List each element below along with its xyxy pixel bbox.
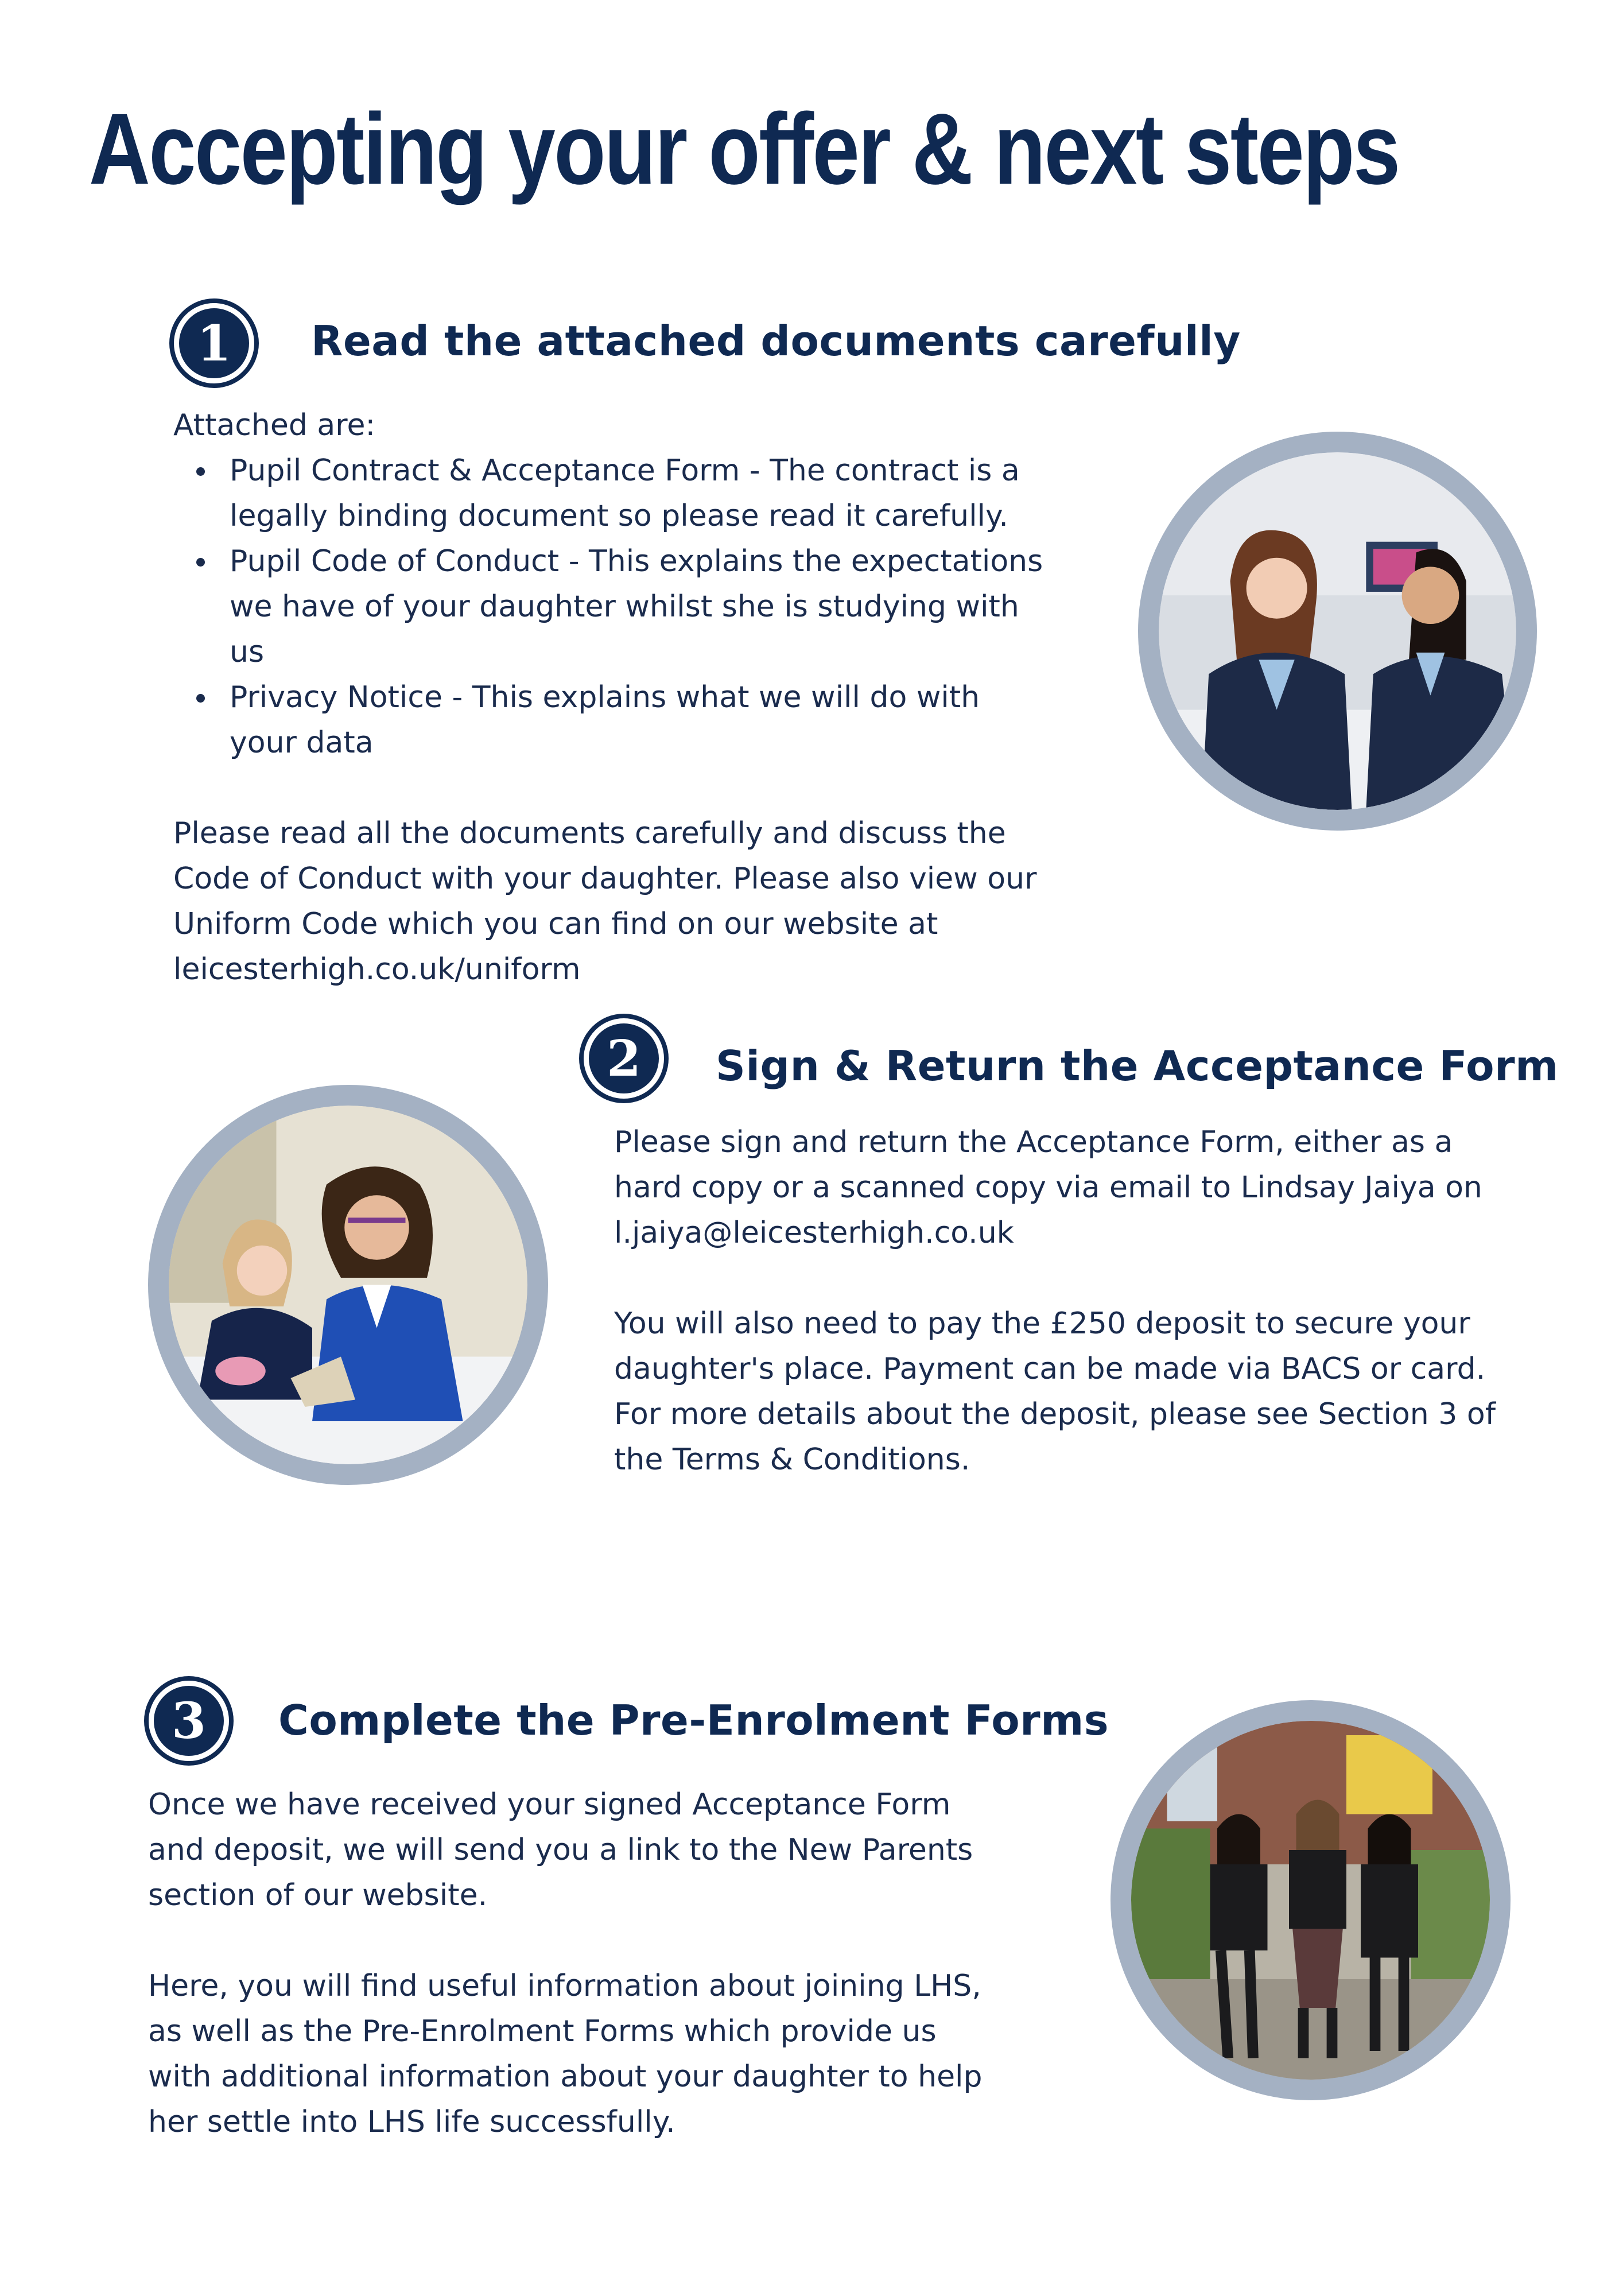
step-3-paragraph-1: Once we have received your signed Acceptance Form and deposit, we will send you a link to the New Parents section of our website.	[148, 1787, 973, 1913]
step-1-number-badge	[174, 303, 254, 383]
step-1-paragraph: Please read all the documents carefully and discuss the Code of Conduct with your daughter. Please also view our Uniform Code which you can find on our website at leicesterhigh.co.uk/uniform	[173, 816, 1037, 987]
attached-documents-list	[173, 448, 1056, 766]
classroom-photo-image	[1159, 452, 1516, 810]
senior-students-walking-photo	[1111, 1700, 1511, 2100]
step-3-number: 3	[172, 1692, 206, 1750]
step-1-body	[173, 403, 1092, 992]
step-2-number: 2	[607, 1029, 641, 1088]
step-3-body	[148, 1782, 997, 2145]
page-title: Accepting your offer & next steps	[89, 93, 1399, 205]
junior-pupils-photo-image	[169, 1106, 527, 1464]
step-1-intro: Attached are:	[173, 408, 375, 443]
step-2-paragraph-1: Please sign and return the Acceptance Form, either as a hard copy or a scanned copy via email to Lindsay Jaiya on l.jaiya@leicesterhigh.co.uk	[614, 1125, 1482, 1250]
step-2-title: Sign & Return the Acceptance Form	[716, 1042, 1559, 1090]
senior-students-photo-image	[1131, 1721, 1490, 2080]
students-classroom-photo	[1138, 432, 1537, 831]
document-item-privacy-notice: Privacy Notice - This explains what we will do with your data	[230, 675, 1056, 766]
step-1-title: Read the attached documents carefully	[311, 317, 1241, 365]
step-3-title: Complete the Pre-Enrolment Forms	[278, 1696, 1109, 1744]
step-3-number-badge	[149, 1681, 229, 1761]
step-1-number: 1	[197, 314, 231, 373]
step-3-paragraph-2: Here, you will find useful information about joining LHS, as well as the Pre-Enrolment Forms which provide us with additional information about your daughter to help her settle into LHS life successfully.	[148, 1969, 983, 2139]
junior-pupils-photo	[148, 1085, 548, 1485]
document-item-contract: Pupil Contract & Acceptance Form - The contract is a legally binding document so please read it carefully.	[230, 448, 1056, 539]
step-2-paragraph-2: You will also need to pay the £250 deposit to secure your daughter's place. Payment can be made via BACS or card. For more details about the deposit, please see Section 3 of the Terms & Conditions.	[614, 1306, 1496, 1477]
step-2-body	[614, 1120, 1509, 1483]
document-item-code-of-conduct: Pupil Code of Conduct - This explains the expectations we have of your daughter whilst she is studying with us	[230, 539, 1056, 675]
step-2-number-badge	[584, 1018, 664, 1099]
